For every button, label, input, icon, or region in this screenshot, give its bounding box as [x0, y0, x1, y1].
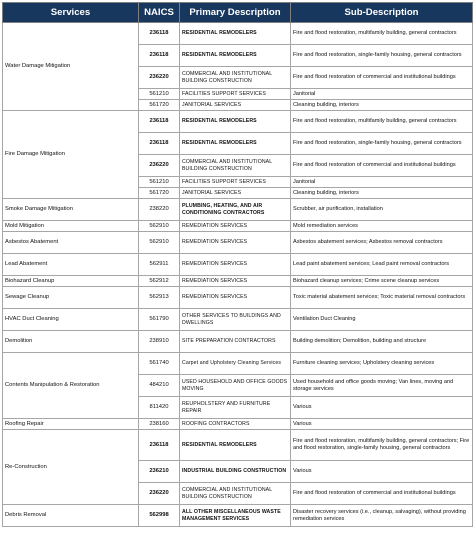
- naics-code: 561720: [139, 100, 180, 111]
- naics-code: 236220: [139, 483, 180, 505]
- primary-description: JANITORIAL SERVICES: [180, 188, 291, 199]
- naics-code: 236118: [139, 430, 180, 461]
- naics-code: 236118: [139, 23, 180, 45]
- primary-description: REMEDIATION SERVICES: [180, 221, 291, 232]
- primary-description: REMEDIATION SERVICES: [180, 254, 291, 276]
- naics-code: 561720: [139, 188, 180, 199]
- sub-description: Disaster recovery services (i.e., cleanup, salvaging), without providing remediation services: [291, 505, 473, 527]
- service-debris-removal: Debris Removal: [3, 505, 139, 527]
- table-row: [3, 287, 473, 309]
- naics-services-table: [2, 2, 473, 527]
- table-row: [3, 232, 473, 254]
- service-contents-manipulation-restoration: Contents Manipulation & Restoration: [3, 353, 139, 419]
- naics-code: 562910: [139, 232, 180, 254]
- naics-code: 236118: [139, 111, 180, 133]
- sub-description: Fire and flood restoration, multifamily building, general contractors: [291, 111, 473, 133]
- header-services: Services: [3, 3, 139, 23]
- primary-description: COMMERCIAL AND INSTITUTIONAL BUILDING CONSTRUCTION: [180, 155, 291, 177]
- service-sewage-cleanup: Sewage Cleanup: [3, 287, 139, 309]
- primary-description: USED HOUSEHOLD AND OFFICE GOODS MOVING: [180, 375, 291, 397]
- service-hvac-duct-cleaning: HVAC Duct Cleaning: [3, 309, 139, 331]
- naics-code: 238160: [139, 419, 180, 430]
- primary-description: REUPHOLSTERY AND FURNITURE REPAIR: [180, 397, 291, 419]
- naics-code: 562912: [139, 276, 180, 287]
- service-smoke-damage-mitigation: Smoke Damage Mitigation: [3, 199, 139, 221]
- header-primary-description: Primary Description: [180, 3, 291, 23]
- naics-code: 236220: [139, 155, 180, 177]
- primary-description: RESIDENTIAL REMODELERS: [180, 45, 291, 67]
- sub-description: Biohazard cleanup services; Crime scene cleanup services: [291, 276, 473, 287]
- sub-description: Used household and office goods moving; Van lines, moving and storage services: [291, 375, 473, 397]
- sub-description: Cleaning building, interiors: [291, 188, 473, 199]
- sub-description: Various: [291, 461, 473, 483]
- table-row: [3, 430, 473, 461]
- table-row: [3, 505, 473, 527]
- naics-code: 561740: [139, 353, 180, 375]
- table-row: [3, 331, 473, 353]
- table-row: [3, 419, 473, 430]
- service-fire-damage-mitigation: Fire Damage Mitigation: [3, 111, 139, 199]
- primary-description: RESIDENTIAL REMODELERS: [180, 111, 291, 133]
- sub-description: Janitorial: [291, 89, 473, 100]
- primary-description: Carpet and Upholstery Cleaning Services: [180, 353, 291, 375]
- sub-description: Mold remediation services: [291, 221, 473, 232]
- sub-description: Furniture cleaning services; Upholstery cleaning services: [291, 353, 473, 375]
- primary-description: FACILITIES SUPPORT SERVICES: [180, 177, 291, 188]
- header-row: [3, 3, 473, 23]
- naics-code: 236118: [139, 45, 180, 67]
- primary-description: REMEDIATION SERVICES: [180, 276, 291, 287]
- primary-description: RESIDENTIAL REMODELERS: [180, 133, 291, 155]
- naics-code: 561210: [139, 89, 180, 100]
- sub-description: Various: [291, 419, 473, 430]
- sub-description: Building demolition; Demolition, building and structure: [291, 331, 473, 353]
- primary-description: PLUMBING, HEATING, AND AIR CONDITIONING CONTRACTORS: [180, 199, 291, 221]
- naics-code: 236220: [139, 67, 180, 89]
- sub-description: Fire and flood restoration of commercial and institutional buildings: [291, 155, 473, 177]
- primary-description: REMEDIATION SERVICES: [180, 232, 291, 254]
- sub-description: Janitorial: [291, 177, 473, 188]
- primary-description: ALL OTHER MISCELLANEOUS WASTE MANAGEMENT SERVICES: [180, 505, 291, 527]
- naics-code: 238220: [139, 199, 180, 221]
- sub-description: Fire and flood restoration, multifamily building, general contractors; Fire and flood restoration, single-family housing, general contractors: [291, 430, 473, 461]
- table-row: [3, 221, 473, 232]
- primary-description: ROOFING CONTRACTORS: [180, 419, 291, 430]
- table-row: [3, 111, 473, 133]
- primary-description: RESIDENTIAL REMODELERS: [180, 430, 291, 461]
- primary-description: REMEDIATION SERVICES: [180, 287, 291, 309]
- naics-code: 561790: [139, 309, 180, 331]
- naics-code: 562913: [139, 287, 180, 309]
- primary-description: INDUSTRIAL BUILDING CONSTRUCTION: [180, 461, 291, 483]
- primary-description: OTHER SERVICES TO BUILDINGS AND DWELLINGS: [180, 309, 291, 331]
- service-demolition: Demolition: [3, 331, 139, 353]
- naics-code: 484210: [139, 375, 180, 397]
- primary-description: FACILITIES SUPPORT SERVICES: [180, 89, 291, 100]
- sub-description: Fire and flood restoration of commercial and institutional buildings: [291, 483, 473, 505]
- sub-description: Cleaning building, interiors: [291, 100, 473, 111]
- naics-code: 236210: [139, 461, 180, 483]
- table-row: [3, 254, 473, 276]
- naics-code: 561210: [139, 177, 180, 188]
- service-re-construction: Re-Construction: [3, 430, 139, 505]
- naics-code: 811420: [139, 397, 180, 419]
- naics-code: 562910: [139, 221, 180, 232]
- table-row: [3, 276, 473, 287]
- primary-description: COMMERCIAL AND INSTITUTIONAL BUILDING CONSTRUCTION: [180, 67, 291, 89]
- service-asbestos-abatement: Asbestos Abatement: [3, 232, 139, 254]
- table-row: [3, 23, 473, 45]
- sub-description: Various: [291, 397, 473, 419]
- primary-description: SITE PREPARATION CONTRACTORS: [180, 331, 291, 353]
- service-water-damage-mitigation: Water Damage Mitigation: [3, 23, 139, 111]
- header-sub-description: Sub-Description: [291, 3, 473, 23]
- sub-description: Fire and flood restoration, single-family housing, general contractors: [291, 45, 473, 67]
- sub-description: Fire and flood restoration, single-family housing, general contractors: [291, 133, 473, 155]
- service-biohazard-cleanup: Biohazard Cleanup: [3, 276, 139, 287]
- naics-code: 236118: [139, 133, 180, 155]
- naics-code: 562998: [139, 505, 180, 527]
- service-mold-mitigation: Mold Mitigation: [3, 221, 139, 232]
- sub-description: Asbestos abatement services; Asbestos removal contractors: [291, 232, 473, 254]
- primary-description: JANITORIAL SERVICES: [180, 100, 291, 111]
- sub-description: Fire and flood restoration of commercial and institutional buildings: [291, 67, 473, 89]
- primary-description: RESIDENTIAL REMODELERS: [180, 23, 291, 45]
- sub-description: Ventilation Duct Cleaning: [291, 309, 473, 331]
- service-roofing-repair: Roofing Repair: [3, 419, 139, 430]
- table-row: [3, 353, 473, 375]
- sub-description: Toxic material abatement services; Toxic material removal contractors: [291, 287, 473, 309]
- naics-code: 562911: [139, 254, 180, 276]
- primary-description: COMMERCIAL AND INSTITUTIONAL BUILDING CONSTRUCTION: [180, 483, 291, 505]
- table-row: [3, 309, 473, 331]
- naics-code: 238910: [139, 331, 180, 353]
- sub-description: Lead paint abatement services; Lead paint removal contractors: [291, 254, 473, 276]
- sub-description: Scrubber, air purification, installation: [291, 199, 473, 221]
- sub-description: Fire and flood restoration, multifamily building, general contractors: [291, 23, 473, 45]
- header-naics: NAICS: [139, 3, 180, 23]
- table-row: [3, 199, 473, 221]
- service-lead-abatement: Lead Abatement: [3, 254, 139, 276]
